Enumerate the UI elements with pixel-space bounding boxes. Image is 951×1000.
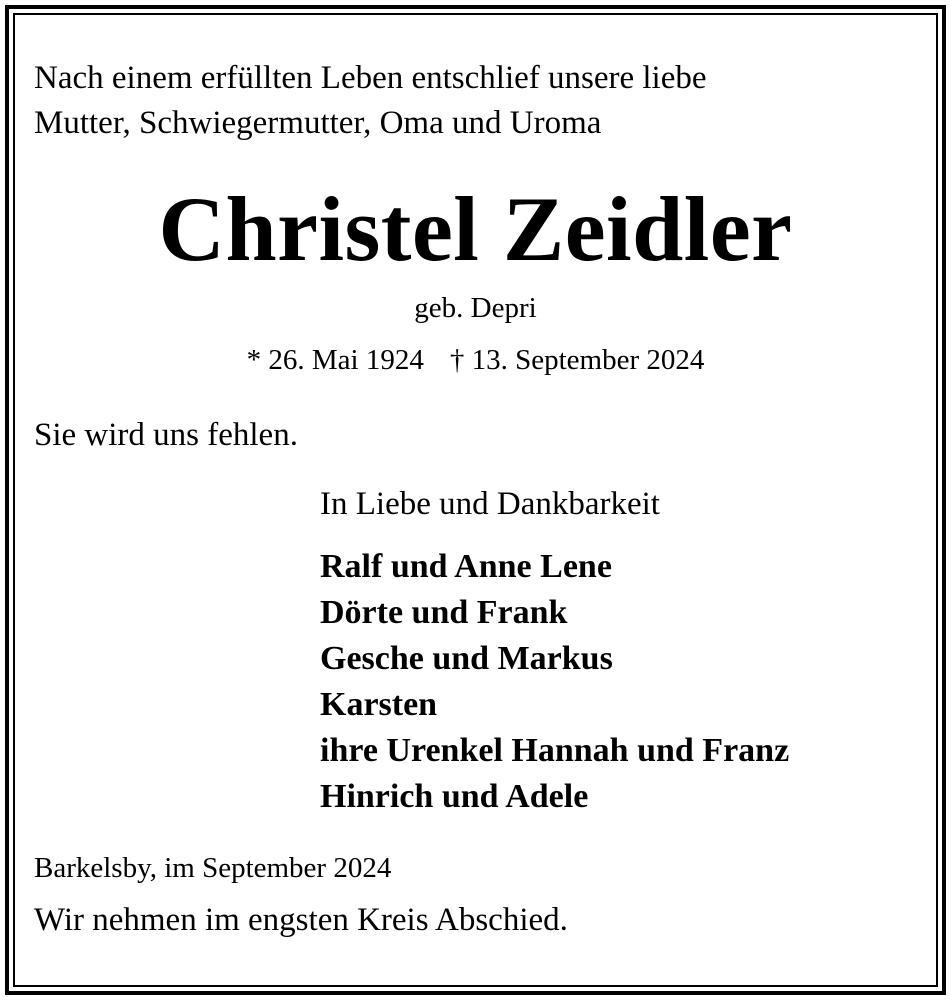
- intro-line-1: Nach einem erfüllten Leben entschlief unsere liebe: [34, 60, 707, 96]
- place-date: Barkelsby, im September 2024: [34, 852, 392, 884]
- mourner-entry: Gesche und Markus: [320, 640, 613, 677]
- mourner-entry: Karsten: [320, 686, 438, 723]
- closing-phrase: In Liebe und Dankbarkeit: [320, 486, 660, 522]
- maiden-name: geb. Depri: [414, 292, 537, 324]
- deceased-name: Christel Zeidler: [158, 178, 793, 280]
- funeral-note: Wir nehmen im engsten Kreis Abschied.: [34, 902, 568, 938]
- birth-date: * 26. Mai 1924: [246, 344, 424, 376]
- mourners-list: [320, 544, 789, 820]
- life-dates: [0, 340, 951, 380]
- mourner-entry: Dörte und Frank: [320, 594, 568, 631]
- mourner-entry: Hinrich und Adele: [320, 778, 589, 815]
- intro-text: [34, 56, 914, 146]
- mourner-entry: Ralf und Anne Lene: [320, 548, 612, 585]
- farewell-text: Sie wird uns fehlen.: [34, 417, 298, 453]
- intro-line-2: Mutter, Schwiegermutter, Oma und Uroma: [34, 105, 602, 141]
- mourner-entry: ihre Urenkel Hannah und Franz: [320, 732, 790, 769]
- death-date: † 13. September 2024: [449, 344, 705, 376]
